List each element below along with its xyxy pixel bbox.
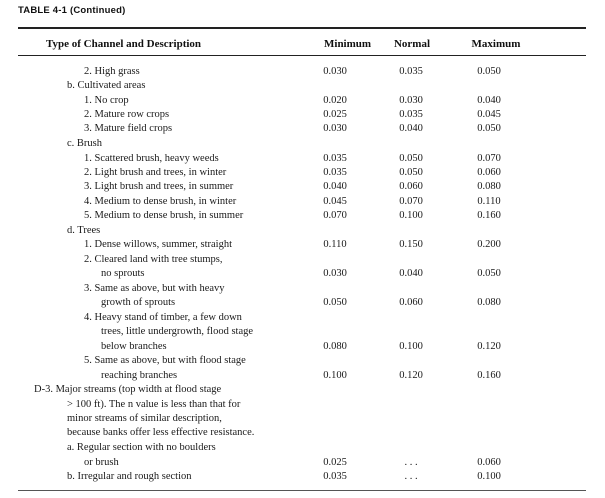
top-rule [18, 27, 586, 29]
table-row [0, 441, 605, 455]
table-title: TABLE 4-1 (Continued) [18, 5, 126, 16]
row-description: b. Cultivated areas [67, 80, 146, 91]
row-normal: 0.060 [399, 181, 423, 192]
row-normal: 0.030 [399, 95, 423, 106]
row-description: 2. Cleared land with tree stumps, [84, 254, 223, 265]
row-maximum: 0.080 [477, 181, 501, 192]
row-description: growth of sprouts [101, 297, 176, 308]
row-minimum: 0.040 [323, 181, 347, 192]
row-description: b. Irregular and rough section [67, 471, 192, 482]
row-description: a. Regular section with no boulders [67, 442, 216, 453]
bottom-rule [18, 490, 586, 491]
row-description: 4. Heavy stand of timber, a few down [84, 312, 242, 323]
row-description: 3. Same as above, but with heavy [84, 283, 225, 294]
table-row [0, 209, 605, 223]
row-maximum: 0.050 [477, 123, 501, 134]
row-description: below branches [101, 341, 167, 352]
row-minimum: 0.035 [323, 153, 347, 164]
row-minimum: 0.100 [323, 370, 347, 381]
row-minimum: 0.025 [323, 109, 347, 120]
row-normal: 0.040 [399, 268, 423, 279]
table-row [0, 108, 605, 122]
table-row [0, 253, 605, 267]
row-normal: . . . [404, 457, 418, 468]
row-minimum: 0.080 [323, 341, 347, 352]
row-description: reaching branches [101, 370, 178, 381]
header-type: Type of Channel and Description [46, 38, 202, 50]
table-row [0, 79, 605, 93]
row-description: 1. Scattered brush, heavy weeds [84, 153, 219, 164]
table-row [0, 65, 605, 79]
row-description: D-3. Major streams (top width at flood stage [34, 384, 222, 395]
table-row [0, 267, 605, 281]
row-description: 1. No crop [84, 95, 129, 106]
row-minimum: 0.110 [323, 239, 347, 250]
table-row [0, 137, 605, 151]
table-row [0, 238, 605, 252]
table-row [0, 456, 605, 470]
row-maximum: 0.070 [477, 153, 501, 164]
row-minimum: 0.030 [323, 66, 347, 77]
row-maximum: 0.045 [477, 109, 501, 120]
table-row [0, 369, 605, 383]
header-normal: Normal [393, 38, 431, 50]
row-normal: . . . [404, 471, 418, 482]
table-row [0, 152, 605, 166]
header-minimum: Minimum [324, 38, 372, 50]
row-normal: 0.035 [399, 109, 423, 120]
row-description: > 100 ft). The n value is less than that for [67, 399, 241, 410]
row-description: 5. Medium to dense brush, in summer [84, 210, 244, 221]
table-row [0, 412, 605, 426]
table-row [0, 398, 605, 412]
table-row [0, 383, 605, 397]
row-description: 4. Medium to dense brush, in winter [84, 196, 237, 207]
row-normal: 0.070 [399, 196, 423, 207]
row-maximum: 0.050 [477, 66, 501, 77]
row-normal: 0.100 [399, 210, 423, 221]
table-row [0, 470, 605, 484]
table-row [0, 180, 605, 194]
row-minimum: 0.045 [323, 196, 347, 207]
table-row [0, 195, 605, 209]
table-row [0, 311, 605, 325]
row-normal: 0.060 [399, 297, 423, 308]
row-description: 3. Mature field crops [84, 123, 173, 134]
row-minimum: 0.035 [323, 167, 347, 178]
row-maximum: 0.120 [477, 341, 501, 352]
header-rule [18, 55, 586, 56]
row-maximum: 0.160 [477, 370, 501, 381]
row-description: 1. Dense willows, summer, straight [84, 239, 233, 250]
row-description: or brush [84, 457, 119, 468]
row-description: minor streams of similar description, [67, 413, 222, 424]
row-description: trees, little undergrowth, flood stage [101, 326, 254, 337]
table-row [0, 354, 605, 368]
row-minimum: 0.030 [323, 123, 347, 134]
row-description: 5. Same as above, but with flood stage [84, 355, 246, 366]
table-row [0, 325, 605, 339]
row-maximum: 0.040 [477, 95, 501, 106]
table-row [0, 166, 605, 180]
row-description: because banks offer less effective resistance. [67, 427, 255, 438]
row-minimum: 0.050 [323, 297, 347, 308]
row-description: 3. Light brush and trees, in summer [84, 181, 234, 192]
row-maximum: 0.050 [477, 268, 501, 279]
table-row [0, 340, 605, 354]
row-maximum: 0.080 [477, 297, 501, 308]
row-maximum: 0.100 [477, 471, 501, 482]
row-minimum: 0.070 [323, 210, 347, 221]
row-normal: 0.150 [399, 239, 423, 250]
table-row [0, 426, 605, 440]
row-minimum: 0.030 [323, 268, 347, 279]
row-normal: 0.040 [399, 123, 423, 134]
row-minimum: 0.025 [323, 457, 347, 468]
row-maximum: 0.060 [477, 167, 501, 178]
table-row [0, 122, 605, 136]
row-normal: 0.120 [399, 370, 423, 381]
table-row [0, 282, 605, 296]
row-maximum: 0.200 [477, 239, 501, 250]
table-row [0, 224, 605, 238]
header-maximum: Maximum [471, 38, 521, 50]
row-description: d. Trees [67, 225, 101, 236]
row-minimum: 0.035 [323, 471, 347, 482]
row-description: 2. High grass [84, 66, 140, 77]
row-minimum: 0.020 [323, 95, 347, 106]
row-normal: 0.100 [399, 341, 423, 352]
row-maximum: 0.060 [477, 457, 501, 468]
row-normal: 0.050 [399, 153, 423, 164]
row-maximum: 0.110 [477, 196, 501, 207]
row-description: 2. Mature row crops [84, 109, 170, 120]
row-description: 2. Light brush and trees, in winter [84, 167, 227, 178]
row-normal: 0.035 [399, 66, 423, 77]
row-description: c. Brush [67, 138, 102, 149]
table-row [0, 296, 605, 310]
row-maximum: 0.160 [477, 210, 501, 221]
table-row [0, 94, 605, 108]
row-description: no sprouts [101, 268, 145, 279]
row-normal: 0.050 [399, 167, 423, 178]
